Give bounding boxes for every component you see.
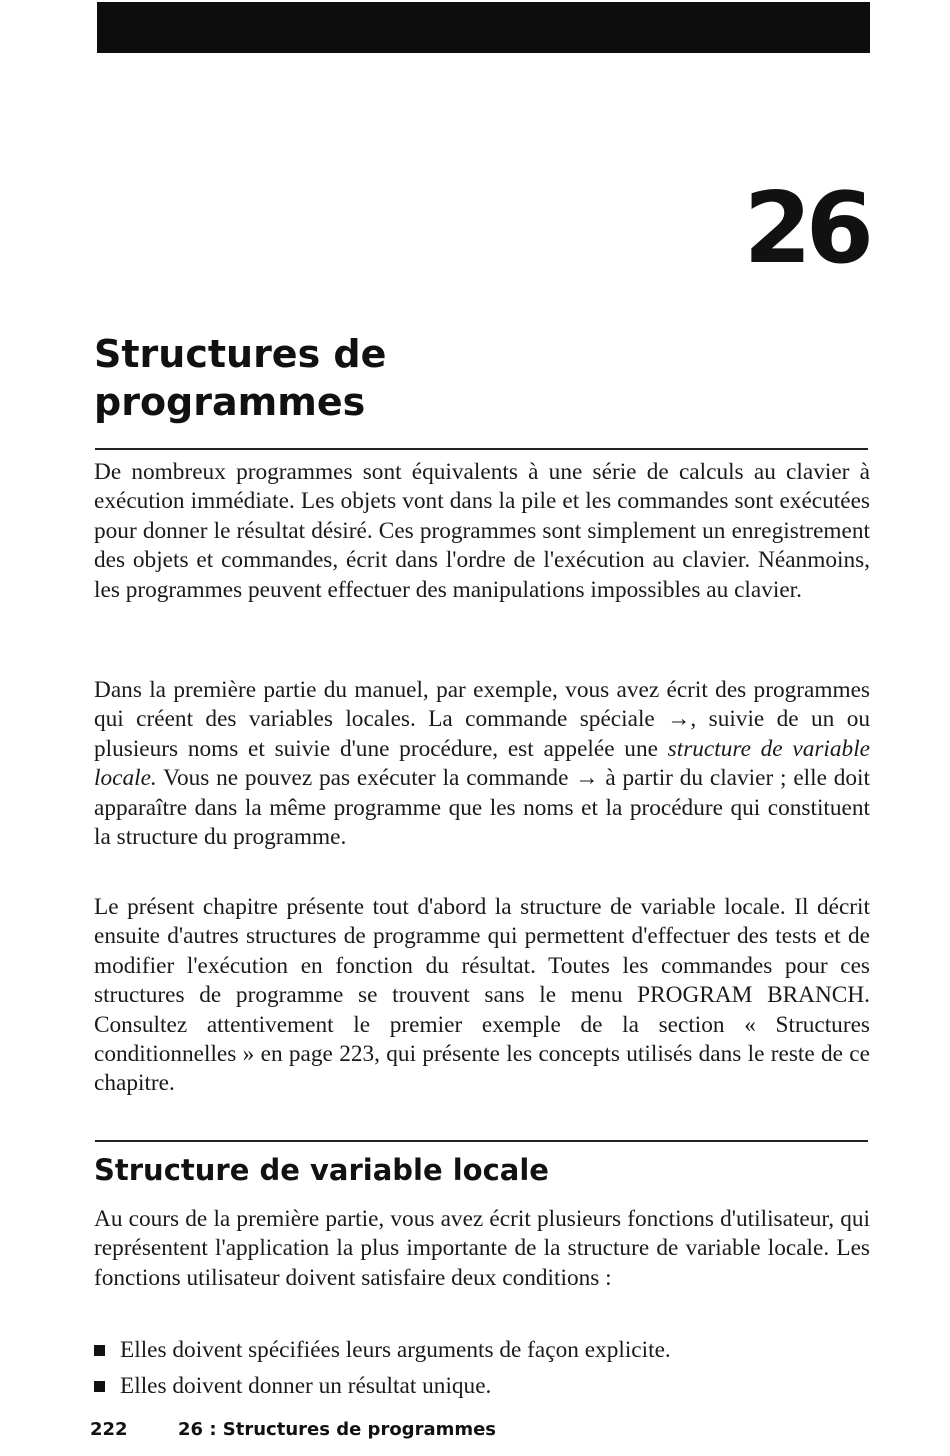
chapter-number: 26 [743, 172, 868, 286]
emphasized-term: structure de variable locale. [94, 735, 871, 792]
list-item [94, 1332, 870, 1368]
paragraph-text: De nombreux programmes sont équivalents à une série de calculs au clavier à exécution immédiate. Les objets vont dans la pile et les commandes sont exécutées pour donner le résultat désiré. Ces programmes sont simplement un enregistrement des objets et commandes, écrit dans l'ordre de l'exécution au clavier. Néanmoins, les programmes peuvent effectuer des manipulations impossibles au clavier. [94, 459, 870, 603]
section-divider [95, 1140, 868, 1142]
section-paragraph-1 [94, 1205, 870, 1301]
chapter-header-bar [97, 2, 870, 53]
intro-paragraph-1 [94, 458, 870, 613]
page-number: 222 [90, 1419, 128, 1440]
paragraph-text: Le présent chapitre présente tout d'abord la structure de variable locale. Il décrit ensuite d'autres structures de programme qui permettent d'effectuer des tests et de modifier l'exécution en fonction du résultat. Toutes les commandes pour ces structures de programme se trouvent sans le menu PROGRAM BRANCH. Consultez attentivement le premier exemple de la section « Structures conditionnelles » en page 223, qui présente les concepts utilisés dans le reste de ce chapitre. [94, 894, 870, 1097]
intro-paragraph-3 [94, 893, 870, 1107]
page-footer [90, 1418, 496, 1442]
paragraph-text-start: Dans la première partie du manuel, par exemple, vous avez écrit des programmes qui créent des variables locales. La commande spéciale →, suivie de un ou plusieurs noms et suivie d'une procédure, est appelée une [94, 677, 870, 762]
paragraph-text-end: Vous ne pouvez pas exécuter la commande → à partir du clavier ; elle doit apparaître dans la même programme que les noms et la procédure qui constituent la structure du programme. [94, 765, 870, 851]
list-item-text: Elles doivent spécifiées leurs arguments de façon explicite. [120, 1337, 671, 1363]
intro-paragraph-2 [94, 676, 870, 860]
chapter-divider [95, 448, 868, 450]
running-title: 26 : Structures de programmes [178, 1419, 497, 1440]
conditions-list [94, 1332, 870, 1404]
chapter-title-line-1: Structures de [94, 332, 387, 376]
list-item-text: Elles doivent donner un résultat unique. [120, 1373, 492, 1399]
list-item [94, 1368, 870, 1404]
paragraph-text: Au cours de la première partie, vous avez écrit plusieurs fonctions d'utilisateur, qui représentent l'application la plus importante de la structure de variable locale. Les fonctions utilisateur doivent satisfaire deux conditions : [94, 1206, 870, 1291]
chapter-title-line-2: programmes [94, 380, 366, 424]
paragraph-text [94, 676, 870, 852]
square-bullet-icon [94, 1381, 105, 1392]
chapter-title [94, 330, 386, 426]
section-heading: Structure de variable locale [94, 1153, 549, 1187]
square-bullet-icon [94, 1345, 105, 1356]
